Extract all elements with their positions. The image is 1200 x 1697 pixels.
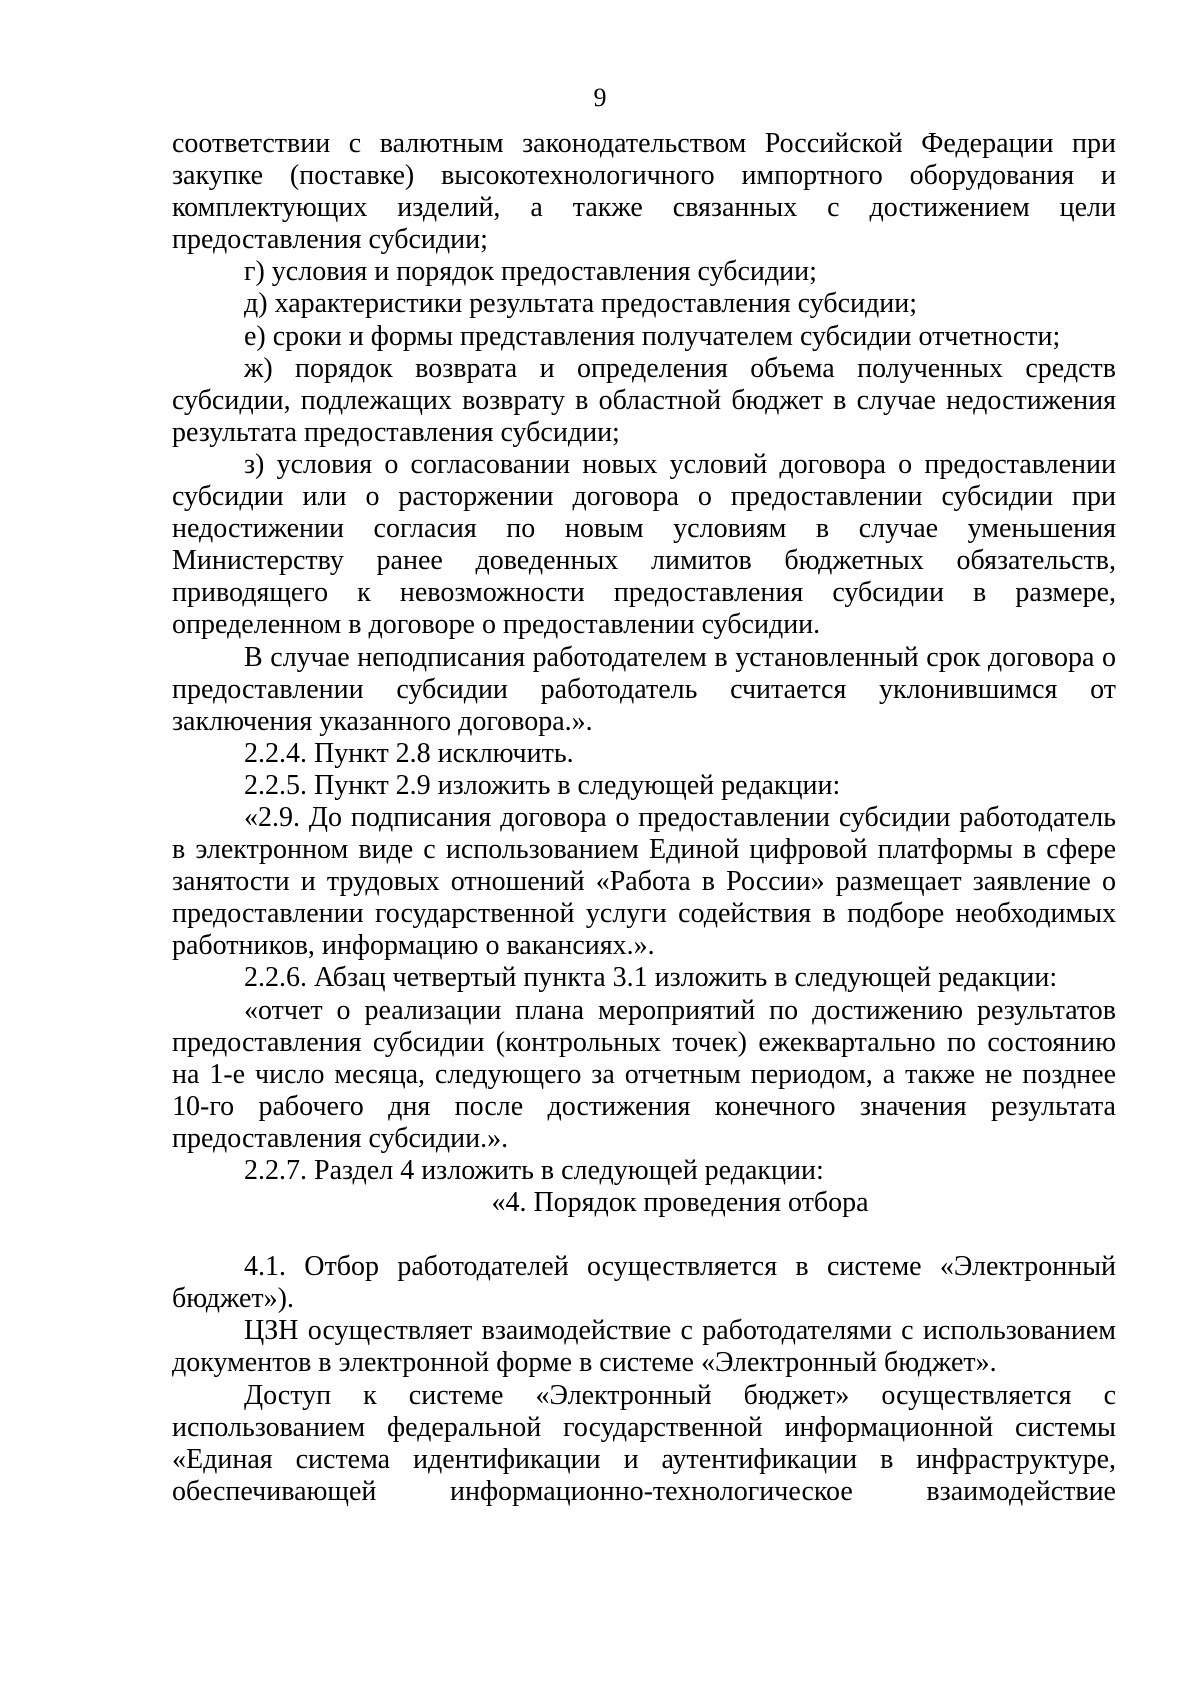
paragraph-continuation: соответствии с валютным законодательством Российской Федерации при закупке (поставке) высокотехнологичного импортного оборудования и комплектующих изделий, а также связанных с достижением цели предоставления субсидии; — [172, 128, 1116, 256]
paragraph-2-9: «2.9. До подписания договора о предоставлении субсидии работодатель в электронном виде с использованием Единой цифровой платформы в сфере занятости и трудовых отношений «Работа в России» размещает заявление о предоставлении государственной услуги содействия в подборе необходимых работников, информацию о вакансиях.». — [172, 801, 1116, 962]
paragraph-2-2-4: 2.2.4. Пункт 2.8 исключить. — [244, 737, 574, 769]
paragraph-access: Доступ к системе «Электронный бюджет» осуществляется с использованием федеральной государственной информационной системы «Единая система идентификации и аутентификации в инфраструктуре, обеспечивающей информационно-технологическое взаимодействие — [172, 1379, 1116, 1507]
page-number: 9 — [593, 83, 607, 112]
paragraph-2-2-5: 2.2.5. Пункт 2.9 изложить в следующей редакции: — [244, 769, 841, 801]
paragraph-2-2-7: 2.2.7. Раздел 4 изложить в следующей редакции: — [244, 1155, 824, 1186]
paragraph-item-e: е) сроки и формы представления получателем субсидии отчетности; — [244, 320, 1061, 352]
paragraph-item-d: д) характеристики результата предоставления субсидии; — [244, 288, 918, 320]
paragraph-4-1: 4.1. Отбор работодателей осуществляется в системе «Электронный бюджет»). — [172, 1251, 1116, 1315]
paragraph-czn: ЦЗН осуществляет взаимодействие с работодателями с использованием документов в электронной форме в системе «Электронный бюджет». — [172, 1315, 1116, 1379]
paragraph-item-g: г) условия и порядок предоставления субсидии; — [244, 256, 817, 288]
paragraph-item-z: з) условия о согласовании новых условий договора о предоставлении субсидии или о расторжении договора о предоставлении субсидии при недостижении согласия по новым условиям в случае уменьшения Министерству ранее доведенных лимитов бюджетных обязательств, приводящего к невозможности предоставления субсидии в размере, определенном в договоре о предоставлении субсидии. — [172, 448, 1116, 641]
paragraph-report: «отчет о реализации плана мероприятий по достижению результатов предоставления субсидии (контрольных точек) ежеквартально по состоянию на 1-е число месяца, следующего за отчетным периодом, а также не позднее 10-го рабочего дня после достижения конечного значения результата предоставления субсидии.». — [172, 994, 1116, 1154]
section-heading: «4. Порядок проведения отбора — [491, 1187, 869, 1219]
paragraph-unsigned-contract: В случае неподписания работодателем в установленный срок договора о предоставлении субсидии работодатель считается уклонившимся от заключения указанного договора.». — [172, 641, 1116, 737]
paragraph-item-zh: ж) порядок возврата и определения объема полученных средств субсидии, подлежащих возврату в областной бюджет в случае недостижения результата предоставления субсидии; — [172, 352, 1116, 448]
document-body — [172, 128, 1116, 1508]
paragraph-2-2-6: 2.2.6. Абзац четвертый пункта 3.1 изложить в следующей редакции: — [244, 962, 1058, 994]
